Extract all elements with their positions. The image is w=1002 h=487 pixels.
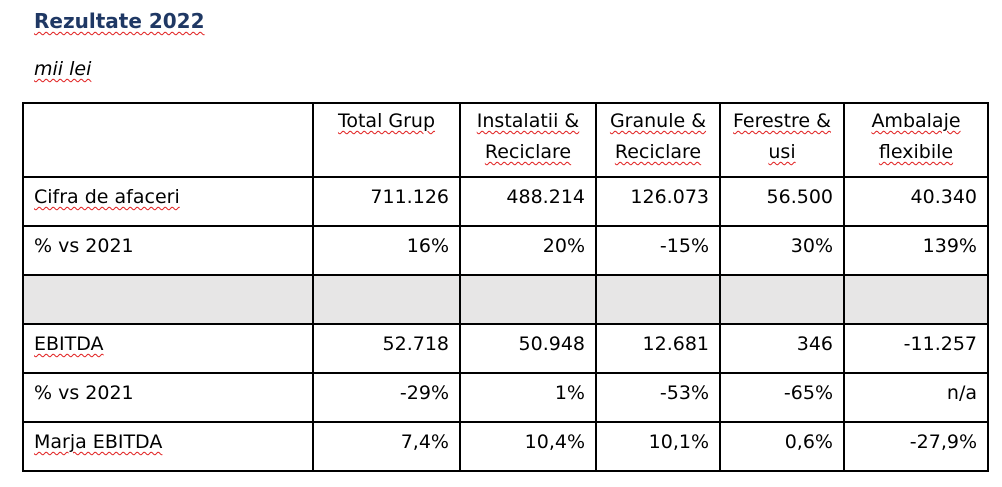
row-label-text: Cifra de afaceri (34, 186, 180, 208)
table-cell: -29% (313, 373, 460, 422)
table-cell: 56.500 (720, 177, 844, 226)
spacer-cell (313, 275, 460, 324)
table-cell: 16% (313, 226, 460, 275)
table-row (23, 422, 988, 471)
document-title-text: Rezultate 2022 (34, 9, 205, 33)
header-ferestre-usi (720, 103, 844, 177)
table-cell: 139% (844, 226, 988, 275)
table-row (23, 226, 988, 275)
header-total-grup (313, 103, 460, 177)
spacer-cell (460, 275, 596, 324)
unit-label (34, 58, 91, 80)
table-cell: 126.073 (596, 177, 720, 226)
table-cell: 346 (720, 324, 844, 373)
spacer-cell (23, 275, 313, 324)
spacer-row (23, 275, 988, 324)
table-cell: 50.948 (460, 324, 596, 373)
row-label (23, 422, 313, 471)
row-label-text: EBITDA (34, 333, 104, 355)
table-cell: 1% (460, 373, 596, 422)
header-ambalaje-flexibile (844, 103, 988, 177)
table-row (23, 373, 988, 422)
table-cell: 40.340 (844, 177, 988, 226)
row-label (23, 177, 313, 226)
header-empty (23, 103, 313, 177)
table-cell: 52.718 (313, 324, 460, 373)
table-cell: -27,9% (844, 422, 988, 471)
table-cell: -11.257 (844, 324, 988, 373)
header-total-grup-text: Total Grup (337, 110, 436, 132)
unit-label-text: mii lei (34, 58, 92, 80)
table-cell: 10,4% (460, 422, 596, 471)
table-row (23, 177, 988, 226)
document-title (34, 9, 205, 33)
results-table (22, 102, 989, 472)
table-cell: 7,4% (313, 422, 460, 471)
table-header-row (23, 103, 988, 177)
spacer-cell (596, 275, 720, 324)
table-cell: -15% (596, 226, 720, 275)
header-granule-reciclare (596, 103, 720, 177)
header-ferestre-usi-text: Ferestre & usi (733, 110, 831, 163)
header-ambalaje-flexibile-text: Ambalaje flexibile (871, 110, 961, 163)
table-cell: -65% (720, 373, 844, 422)
row-label-text: Marja EBITDA (34, 431, 163, 453)
row-label: % vs 2021 (23, 226, 313, 275)
table-row (23, 324, 988, 373)
header-instalatii-reciclare (460, 103, 596, 177)
table-cell: n/a (844, 373, 988, 422)
table-cell: 12.681 (596, 324, 720, 373)
table-cell: 10,1% (596, 422, 720, 471)
row-label: % vs 2021 (23, 373, 313, 422)
table-cell: 20% (460, 226, 596, 275)
row-label (23, 324, 313, 373)
table-cell: 711.126 (313, 177, 460, 226)
table-cell: -53% (596, 373, 720, 422)
header-granule-reciclare-text: Granule & Reciclare (609, 110, 707, 163)
header-instalatii-reciclare-text: Instalatii & Reciclare (476, 110, 580, 163)
table-cell: 0,6% (720, 422, 844, 471)
table-cell: 488.214 (460, 177, 596, 226)
spacer-cell (720, 275, 844, 324)
table-cell: 30% (720, 226, 844, 275)
spacer-cell (844, 275, 988, 324)
